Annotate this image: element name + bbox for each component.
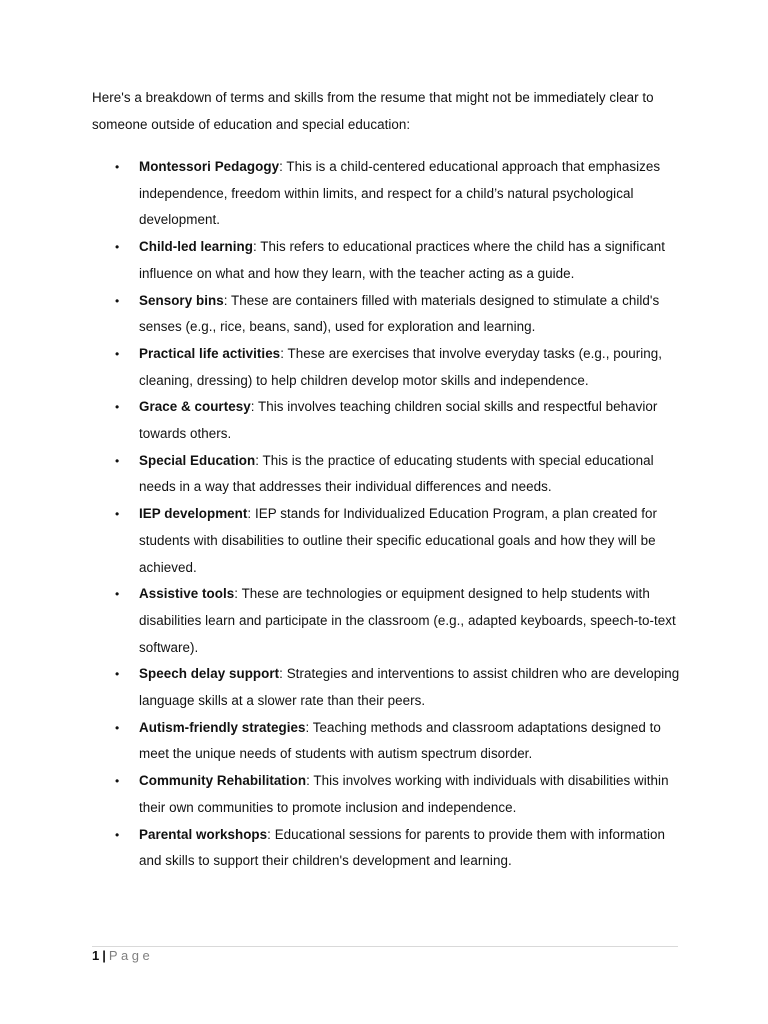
- list-item: [0, 234, 684, 287]
- list-item: [0, 661, 684, 714]
- term-description: : These are technologies or equipment designed to help students with disabilities learn and participate in the classroom (e.g., adapted keyboards, speech-to-text software).: [139, 586, 676, 655]
- list-item: [0, 501, 684, 581]
- term-label: Montessori Pedagogy: [139, 159, 280, 174]
- list-item: [0, 288, 684, 341]
- bullet-icon: •: [115, 587, 120, 602]
- bullet-icon: •: [115, 507, 120, 522]
- bullet-icon: •: [115, 240, 120, 255]
- term-description: : IEP stands for Individualized Education Program, a plan created for students with disabilities to outline their specific educational goals and how they will be achieved.: [139, 506, 658, 575]
- term-description: : This involves teaching children social skills and respectful behavior towards others.: [139, 399, 658, 442]
- bullet-icon: •: [115, 720, 120, 735]
- bullet-icon: •: [115, 346, 120, 361]
- term-label: Sensory bins: [139, 292, 224, 308]
- term-description: : This is a child-centered educational approach that emphasizes independence, freedom within limits, and respect for a child’s natural psychological development.: [139, 159, 661, 228]
- bullet-icon: •: [115, 453, 120, 468]
- term-label: Grace & courtesy: [139, 399, 251, 415]
- bullet-icon: •: [115, 774, 120, 789]
- term-description: : Educational sessions for parents to provide them with information and skills to support their children's development and learning.: [139, 826, 665, 869]
- term-description: : This is the practice of educating students with special educational needs in a way that addresses their individual differences and needs.: [139, 452, 654, 495]
- bullet-icon: •: [115, 293, 120, 308]
- term-label: IEP development: [139, 506, 248, 522]
- term-list: [0, 154, 768, 875]
- page-footer: [92, 947, 153, 965]
- term-label: Autism-friendly strategies: [139, 719, 306, 735]
- footer-divider: [92, 946, 678, 947]
- intro-paragraph: Here's a breakdown of terms and skills from the resume that might not be immediately clear to someone outside of education and special education:: [92, 90, 654, 132]
- term-label: Special Education: [139, 452, 256, 468]
- term-label: Community Rehabilitation: [139, 773, 307, 789]
- term-description: : These are containers filled with materials designed to stimulate a child's senses (e.g., rice, beans, sand), used for exploration and learning.: [139, 292, 660, 335]
- list-item: [0, 768, 684, 821]
- term-label: Practical life activities: [139, 345, 281, 361]
- list-item: [0, 715, 684, 768]
- term-description: : Strategies and interventions to assist children who are developing language skills at a slower rate than their peers.: [139, 666, 680, 709]
- term-label: Speech delay support: [139, 666, 280, 682]
- term-description: : This involves working with individuals with disabilities within their own communities to promote inclusion and independence.: [139, 773, 669, 815]
- term-description: : This refers to educational practices where the child has a significant influence on what and how they learn, with the teacher acting as a guide.: [139, 239, 665, 281]
- bullet-icon: •: [115, 827, 120, 842]
- term-label: Child-led learning: [139, 239, 253, 255]
- page-number: 1: [92, 948, 100, 963]
- list-item: [0, 448, 684, 501]
- list-item: [0, 581, 684, 661]
- term-description: : Teaching methods and classroom adaptations designed to meet the unique needs of students with autism spectrum disorder.: [139, 719, 661, 762]
- term-label: Parental workshops: [139, 826, 268, 842]
- list-item: [0, 822, 684, 875]
- page-label: Page: [108, 948, 154, 963]
- bullet-icon: •: [115, 160, 120, 174]
- bullet-icon: •: [115, 400, 120, 415]
- list-item: [0, 341, 684, 394]
- list-item: [0, 394, 684, 447]
- list-item: [0, 154, 684, 234]
- footer-separator: |: [102, 948, 106, 963]
- term-label: Assistive tools: [139, 586, 235, 602]
- bullet-icon: •: [115, 667, 120, 682]
- term-description: : These are exercises that involve everyday tasks (e.g., pouring, cleaning, dressing) to help children develop motor skills and independence.: [139, 345, 663, 388]
